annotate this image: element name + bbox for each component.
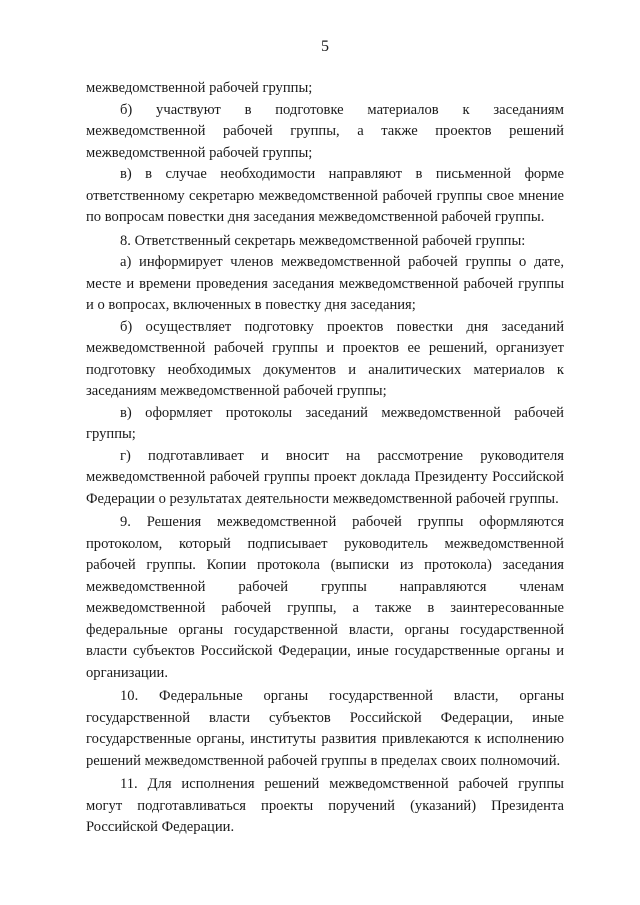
paragraph-clause-8: 8. Ответственный секретарь межведомственной рабочей группы:: [120, 232, 526, 249]
page-number: 5: [321, 38, 329, 55]
paragraph-continuation: межведомственной рабочей группы;: [86, 80, 313, 96]
paragraph-item-b-prepare: б) осуществляет подготовку проектов повестки дня заседаний межведомственной рабочей группы и проектов ее решений, организует подготовку необходимых документов и аналитических материалов к заседаниям межведомственной рабочей группы;: [86, 318, 564, 399]
paragraph-item-g-report: г) подготавливает и вносит на рассмотрение руководителя межведомственной рабочей группы проект доклада Президенту Российской Федерации о результатах деятельности межведомственной рабочей группы.: [86, 447, 564, 507]
paragraph-item-v-opinion: в) в случае необходимости направляют в письменной форме ответственному секретарю межведомственной рабочей группы свое мнение по вопросам повестки дня заседания межведомственной рабочей группы.: [86, 166, 564, 225]
document-body: [86, 78, 564, 839]
document-page: [86, 0, 564, 905]
paragraph-item-a-inform: а) информирует членов межведомственной рабочей группы о дате, месте и времени проведения заседания межведомственной рабочей группы и о вопросах, включенных в повестку дня заседания;: [86, 254, 564, 313]
paragraph-item-b-participate: б) участвуют в подготовке материалов к заседаниям межведомственной рабочей группы, а также проектов решений межведомственной рабочей группы;: [86, 101, 564, 161]
paragraph-clause-9: 9. Решения межведомственной рабочей группы оформляются протоколом, который подписывает руководитель межведомственной рабочей группы. Копии протокола (выписки из протокола) заседания межведомственной рабочей группы направляются членам межведомственной рабочей группы, а также в заинтересованные федеральные органы государственной власти, органы государственной власти субъектов Российской Федерации, иные государственные органы и организации.: [86, 514, 564, 681]
paragraph-clause-10: 10. Федеральные органы государственной власти, органы государственной власти субъектов Российской Федерации, иные государственные органы, институты развития привлекаются к исполнению решений межведомственной рабочей группы в пределах своих полномочий.: [86, 688, 564, 769]
paragraph-item-v-protocols: в) оформляет протоколы заседаний межведомственной рабочей группы;: [86, 404, 564, 442]
paragraph-clause-11: 11. Для исполнения решений межведомственной рабочей группы могут подготавливаться проекты поручений (указаний) Президента Российской Федерации.: [86, 776, 564, 835]
